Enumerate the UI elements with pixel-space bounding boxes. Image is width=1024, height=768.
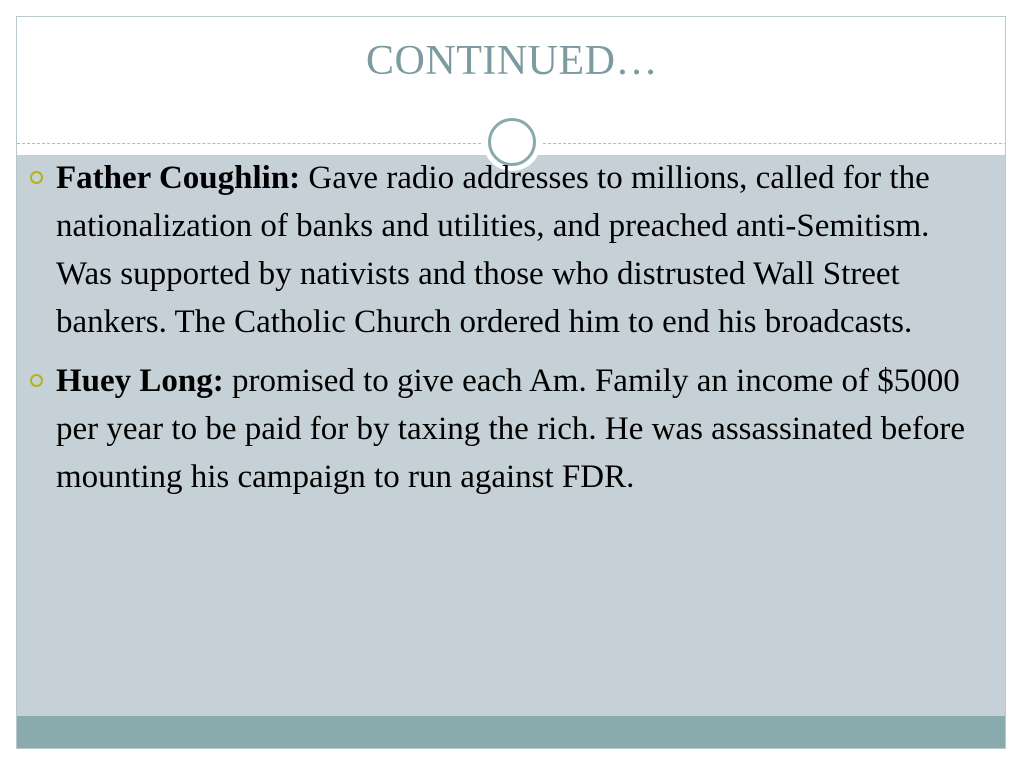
bullet-list xyxy=(28,154,968,512)
bullet-item-huey-long xyxy=(28,357,968,501)
bullet-text: Gave radio addresses to millions, called for the nationalization of banks and utilities, and preached anti-Semitism. Was supported by nativists and those who distrusted Wall Street bankers. The Catholic Church ordered him to end his broadcasts. xyxy=(56,160,930,340)
bullet-item-father-coughlin xyxy=(28,154,968,346)
footer-band xyxy=(17,716,1006,749)
slide-title: CONTINUED… xyxy=(366,38,658,84)
bullet-circle-icon xyxy=(30,374,43,387)
bullet-term: Huey Long: xyxy=(56,363,233,399)
bullet-circle-icon xyxy=(30,171,43,184)
bullet-text: promised to give each Am. Family an income of $5000 per year to be paid for by taxing the rich. He was assassinated before mounting his campaign to run against FDR. xyxy=(56,363,965,495)
bullet-term: Father Coughlin: xyxy=(56,160,309,196)
